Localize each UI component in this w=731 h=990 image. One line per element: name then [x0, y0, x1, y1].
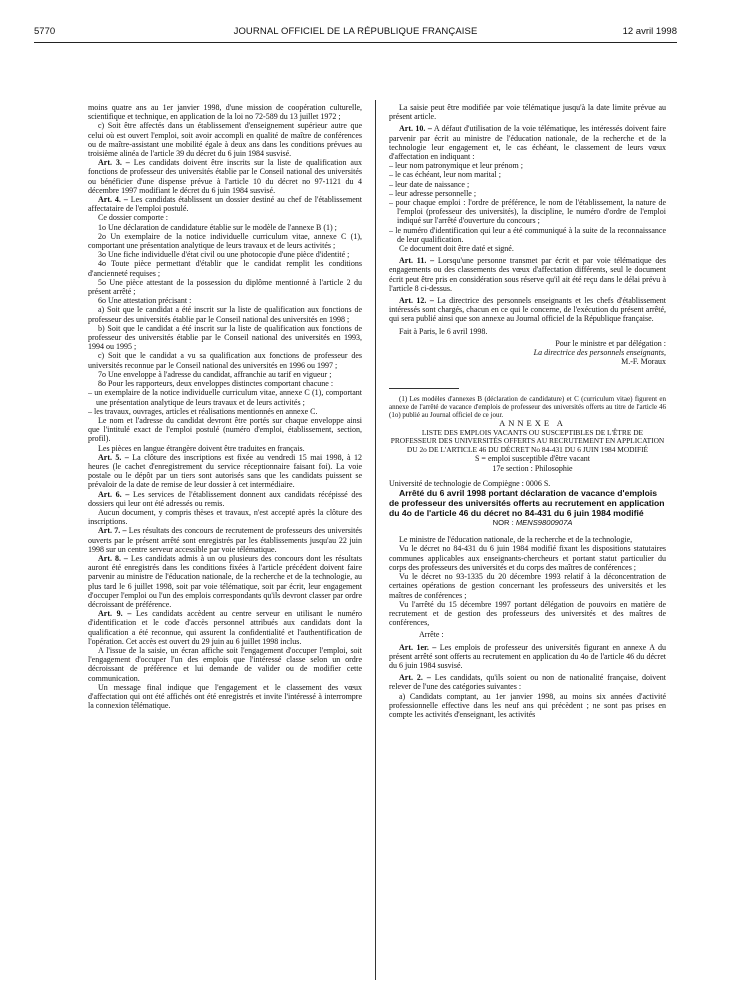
article-label: Art. 9. –: [98, 609, 132, 619]
paragraph: [88, 158, 362, 195]
article-text: Les emplois de professeur des universités figurant en annexe A du présent arrêté sont offerts au recrutement en application du 4o de l'article 46 du décret du 6 juin 1984 susvisé.: [389, 642, 666, 670]
paragraph: Ce dossier comporte :: [98, 213, 168, 223]
article-label: Art. 10. –: [399, 124, 432, 134]
paragraph: La saisie peut être modifiée par voie télématique jusqu'à la date limite prévue au présent article.: [389, 103, 666, 122]
paragraph: Ce document doit être daté et signé.: [399, 244, 514, 254]
signature-title: La directrice des personnels enseignants,: [533, 348, 666, 358]
footnote-rule: [389, 388, 459, 389]
place-date: Fait à Paris, le 6 avril 1998.: [399, 326, 488, 336]
article-label: Art. 2. –: [399, 673, 431, 683]
article-text: La directrice des personnels enseignants et les chefs d'établissement intéressés sont chargés, chacun en ce qui le concerne, de l'exécution du présent arrêté, qui sera publié ainsi que son annexe au Journal officiel de la République française.: [389, 296, 666, 324]
university-entry: Université de technologie de Compiègne : 0006 S.: [389, 478, 551, 488]
paragraph: Aucun document, y compris thèses et travaux, n'est accepté après la clôture des inscriptions.: [88, 507, 362, 527]
annex-title: ANNEXE A: [499, 418, 566, 429]
section-heading: 17e section : Philosophie: [492, 463, 573, 473]
article-label: Art. 4. –: [98, 195, 128, 205]
article-label: Art. 11. –: [399, 256, 435, 266]
article-label: Art. 7. –: [98, 526, 127, 536]
annex-heading: LISTE DES EMPLOIS VACANTS OU SUSCEPTIBLES DE L'ÊTRE DE PROFESSEUR DES UNIVERSITÉS OFFERTS AU RECRUTEMENT EN APPLICATION DU 2o DE L'ARTICLE 46 DU DÉCRET No 84-431 DU 6 JUIN 1984 MODIFIÉ: [390, 427, 665, 454]
article-text: Les services de l'établissement donnent aux candidats récépissé des dossiers qui leur ont été adressés ou remis.: [88, 489, 362, 508]
column-divider: [375, 100, 376, 980]
paragraph: [88, 609, 362, 646]
list-item: – leur nom patronymique et leur prénom ;: [389, 161, 523, 171]
paragraph: a) Candidats comptant, au 1er janvier 1998, au moins six années d'activité professionnelle effective dans les neuf ans qui précèdent ; ne sont pas prises en compte les activités d'enseignant, les activités: [389, 691, 666, 719]
paragraph: 7o Une enveloppe à l'adresse du candidat, affranchie au tarif en vigueur ;: [98, 369, 332, 379]
right-column: [389, 103, 666, 990]
paragraph: Le nom et l'adresse du candidat devront être portés sur chaque enveloppe ainsi que l'intitulé exact de l'emploi postulé (numéro d'emploi, établissement, section, profil).: [88, 415, 362, 444]
paragraph: a) Soit que le candidat a été inscrit sur la liste de qualification aux fonctions de professeur des universités établie par le Conseil national des universités en 1998 ;: [88, 305, 362, 324]
paragraph: 1o Une déclaration de candidature établie sur le modèle de l'annexe B (1) ;: [98, 222, 337, 232]
paragraph: Un message final indique que l'engagement et le classement des vœux d'affectation qui ont été affichés ont été enregistrés et invite l'intéressé à interrompre la connexion télématique.: [88, 682, 362, 711]
article-text: La clôture des inscriptions est fixée au vendredi 15 mai 1998, à 12 heures (le cachet d'enregistrement du service réceptionnaire faisant foi). La voie postale ou le dépôt par un tiers sont autorisés sans que les candidats puissent se prévaloir de la date de remise de leur dossier à cet intermédiaire.: [88, 452, 362, 490]
paragraph: A l'issue de la saisie, un écran affiche soit l'engagement d'occuper l'emploi, soit l'engagement d'occuper l'un des emplois que l'intéressé classe selon un ordre décroissant de préférence et lui demande de valider ou de modifier cette communication.: [88, 645, 362, 683]
annex-legend: S = emploi susceptible d'être vacant: [474, 454, 591, 464]
paragraph: [389, 124, 666, 161]
page-number: 5770: [34, 26, 56, 37]
paragraph: [389, 643, 666, 671]
paragraph: 3o Une fiche individuelle d'état civil ou une photocopie d'une pièce d'identité ;: [98, 250, 350, 260]
paragraph: 2o Un exemplaire de la notice individuelle curriculum vitae, annexe C (1), comportant une présentation analytique de leurs travaux et de leurs activités ;: [88, 231, 362, 251]
article-label: Art. 5. –: [98, 452, 129, 462]
paragraph: [88, 526, 362, 554]
paragraph: 6o Une attestation précisant :: [98, 296, 192, 306]
paragraph: 8o Pour les rapporteurs, deux enveloppes distinctes comportant chacune :: [98, 379, 334, 389]
nor-label: NOR :: [492, 518, 514, 528]
article-text: Lorsqu'une personne transmet par écrit et par voie télématique des engagements ou des classements des vœux d'affectation différents, seul le document écrit peut être pris en considération sous réserve qu'il ait été reçu dans le délai prévu à l'article 8 ci-dessus.: [389, 256, 666, 293]
paragraph: c) Soit être affectés dans un établissement d'enseignement supérieur autre que celui où est ouvert l'emploi, soit avoir accompli en qualité de maître de conférences ou de maître-assistant une mobilité égale à deux ans dans les conditions prévues au troisième alinéa de l'article 39 du décret du 6 juin 1984 susvisé.: [88, 121, 362, 159]
list-item: – le numéro d'identification qui leur a été communiqué à la suite de la reconnaissance de leur qualification.: [389, 225, 666, 244]
list-item: – les travaux, ouvrages, articles et réalisations mentionnés en annexe C.: [88, 406, 318, 416]
article-text: Les résultats des concours de recrutement de professeurs des universités ouverts par le présent arrêté sont enregistrés par les établissements jusqu'au 22 juin 1998 sur un centre serveur accessible par voie télématique.: [88, 526, 362, 554]
paragraph: [389, 296, 666, 324]
article-text: Les candidats admis à un ou plusieurs des concours dont les résultats auront été enregistrés dans les conditions fixées à l'article précédent doivent faire parvenir au ministre de l'éducation nationale, de la recherche et de la technologie, au plus tard le 6 juillet 1998, soit par voie télématique, soit par écrit, leur engagement d'occuper l'emploi ou l'un des emplois correspondants qu'ils devront classer par ordre décroissant de préférence.: [88, 553, 362, 609]
article-label: Art. 12. –: [399, 296, 434, 306]
footnote: (1) Les modèles d'annexes B (déclaration de candidature) et C (curriculum vitae) figurent en annexe de l'arrêté de vacance d'emplois de professeur des universités offerts au titre de l'article 46 (1o) publié au Journal officiel de ce jour.: [389, 395, 666, 420]
paragraph: [88, 554, 362, 609]
paragraph: 5o Une pièce attestant de la possession du diplôme mentionné à l'article 2 du présent arrêté ;: [88, 277, 362, 297]
article-label: Art. 1er. –: [399, 642, 437, 652]
list-item: – leur adresse personnelle ;: [389, 188, 477, 198]
signature-line: Pour le ministre et par délégation :: [555, 338, 666, 348]
arrete-label: Arrête :: [419, 630, 444, 640]
paragraph: b) Soit que le candidat a été inscrit sur la liste de qualification aux fonctions de professeur des universités établie par le Conseil national des universités en 1993, 1994 ou 1995 ;: [88, 323, 362, 352]
list-item: – le cas échéant, leur nom marital ;: [389, 170, 501, 180]
paragraph: [88, 195, 362, 213]
list-item: – un exemplaire de la notice individuelle curriculum vitae, annexe C (1), comportant une présentation analytique de leurs travaux et de leurs activités ;: [88, 388, 362, 407]
paragraph: Vu le décret no 84-431 du 6 juin 1984 modifié fixant les dispositions statutaires communes applicables aux enseignants-chercheurs et portant statut particulier du corps des professeurs des universités et du corps des maîtres de conférences ;: [389, 544, 666, 572]
paragraph: Le ministre de l'éducation nationale, de la recherche et de la technologie,: [399, 535, 633, 545]
article-label: Art. 3. –: [98, 158, 130, 168]
paragraph: [389, 673, 666, 691]
article-label: Art. 8. –: [98, 553, 128, 563]
list-item: – leur date de naissance ;: [389, 179, 470, 189]
article-text: Les candidats établissent un dossier destiné au chef de l'établissement affectataire de l'emploi postulé.: [88, 195, 362, 214]
left-column: [88, 103, 362, 990]
header-rule: [34, 42, 677, 43]
paragraph: Les pièces en langue étrangère doivent être traduites en français.: [98, 443, 305, 453]
paragraph: [389, 256, 666, 293]
paragraph: c) Soit que le candidat a vu sa qualification aux fonctions de professeur des universités reconnue par le Conseil national des universités en 1996 ou 1997 ;: [88, 351, 362, 370]
paragraph: Vu le décret no 93-1335 du 20 décembre 1993 relatif à la déconcentration de certaines opérations de gestion concernant les professeurs des universités et les maîtres de conférences ;: [389, 572, 666, 600]
nor-code: MENS9800907A: [515, 518, 573, 528]
article-text: A défaut d'utilisation de la voie télématique, les intéressés doivent faire parvenir par écrit au ministre de l'éducation nationale, de la recherche et de la technologie leur engagement et, le cas échéant, le classement de leurs vœux d'affectation en indiquant :: [389, 124, 666, 162]
page-header: [34, 26, 677, 40]
paragraph: Vu l'arrêté du 15 décembre 1997 portant délégation de pouvoirs en matière de recrutement et de gestion des professeurs des universités et des maîtres de conférences,: [389, 599, 666, 628]
journal-title: JOURNAL OFFICIEL DE LA RÉPUBLIQUE FRANÇAISE: [233, 26, 478, 37]
issue-date: 12 avril 1998: [622, 26, 677, 37]
paragraph: moins quatre ans au 1er janvier 1998, d'une mission de coopération culturelle, scientifique et technique, en application de la loi no 72-589 du 13 juillet 1972 ;: [88, 103, 362, 122]
article-text: Les candidats, qu'ils soient ou non de nationalité française, doivent relever de l'une des catégories suivantes :: [389, 673, 666, 692]
article-text: Les candidats doivent être inscrits sur la liste de qualification aux fonctions de professeur des universités établie par le Conseil national des universités ou bénéficier d'une dispense prévue à l'article 10 du décret no 97-1121 du 4 décembre 1997 modifiant le décret du 6 juin 1984 susvisé.: [88, 158, 362, 195]
paragraph: 4o Toute pièce permettant d'établir que le candidat remplit les conditions d'ancienneté requises ;: [88, 259, 362, 278]
paragraph: [88, 453, 362, 490]
list-item: – pour chaque emploi : l'ordre de préférence, le nom de l'établissement, la nature de l'emploi (professeur des universités), la discipline, le numéro d'ordre de l'emploi indiqué sur l'arrêté d'ouverture du concours ;: [389, 198, 666, 226]
nor-reference: [389, 518, 666, 527]
paragraph: [88, 490, 362, 508]
signature-name: M.-F. Moraux: [621, 357, 666, 367]
decree-title: Arrêté du 6 avril 1998 portant déclaration de vacance d'emplois de professeur des universités offerts au recrutement en application du 4o de l'article 46 du décret no 84-431 du 6 juin 1984 modifié: [389, 488, 665, 519]
article-label: Art. 6. –: [98, 489, 130, 499]
article-text: Les candidats accèdent au centre serveur en utilisant le numéro d'identification et le code d'accès personnel attribués aux candidats dont la qualification a été reconnue, qui assurent la confidentialité et l'authentification de l'opération. Cet accès est ouvert du 29 juin au 6 juillet 1998 inclus.: [88, 609, 362, 646]
